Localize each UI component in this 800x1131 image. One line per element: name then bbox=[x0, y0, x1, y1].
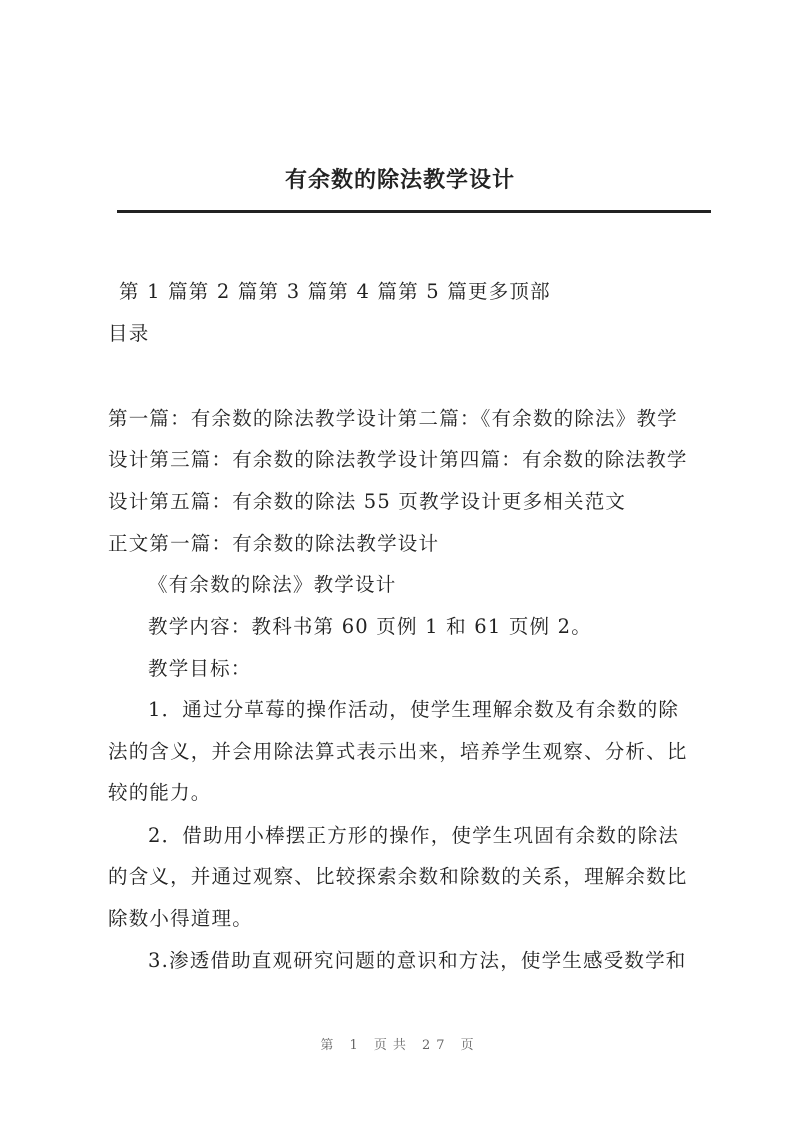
body-line: 《有余数的除法》教学设计 bbox=[148, 573, 397, 596]
body-line: 除数小得道理。 bbox=[108, 907, 253, 930]
document-title: 有余数的除法教学设计 bbox=[284, 167, 515, 193]
title-divider bbox=[117, 210, 711, 213]
toc-line: 设计第五篇：有余数的除法 55 页教学设计更多相关范文 bbox=[108, 490, 627, 513]
body-line: 1．通过分草莓的操作活动，使学生理解余数及有余数的除 bbox=[148, 698, 680, 721]
toc-line: 第一篇：有余数的除法教学设计第二篇：《有余数的除法》教学 bbox=[108, 407, 678, 430]
body-line: 法的含义，并会用除法算式表示出来，培养学生观察、分析、比 bbox=[108, 740, 688, 763]
body-line: 正文第一篇：有余数的除法教学设计 bbox=[108, 532, 440, 555]
body-line: 2．借助用小棒摆正方形的操作，使学生巩固有余数的除法 bbox=[148, 824, 680, 847]
body-line: 3.渗透借助直观研究问题的意识和方法，使学生感受数学和 bbox=[148, 949, 687, 972]
body-line: 教学目标： bbox=[148, 657, 252, 680]
body-line: 教学内容：教科书第 60 页例 1 和 61 页例 2。 bbox=[148, 615, 592, 638]
body-line: 的含义，并通过观察、比较探索余数和除数的关系，理解余数比 bbox=[108, 865, 688, 888]
body-line: 较的能力。 bbox=[108, 781, 212, 804]
section-nav-links[interactable]: 第 1 篇第 2 篇第 3 篇第 4 篇第 5 篇更多顶部 bbox=[119, 280, 551, 303]
toc-heading: 目录 bbox=[108, 322, 150, 345]
page-footer: 第 1 页共 27 页 bbox=[320, 1038, 480, 1053]
toc-line: 设计第三篇：有余数的除法教学设计第四篇：有余数的除法教学 bbox=[108, 448, 688, 471]
